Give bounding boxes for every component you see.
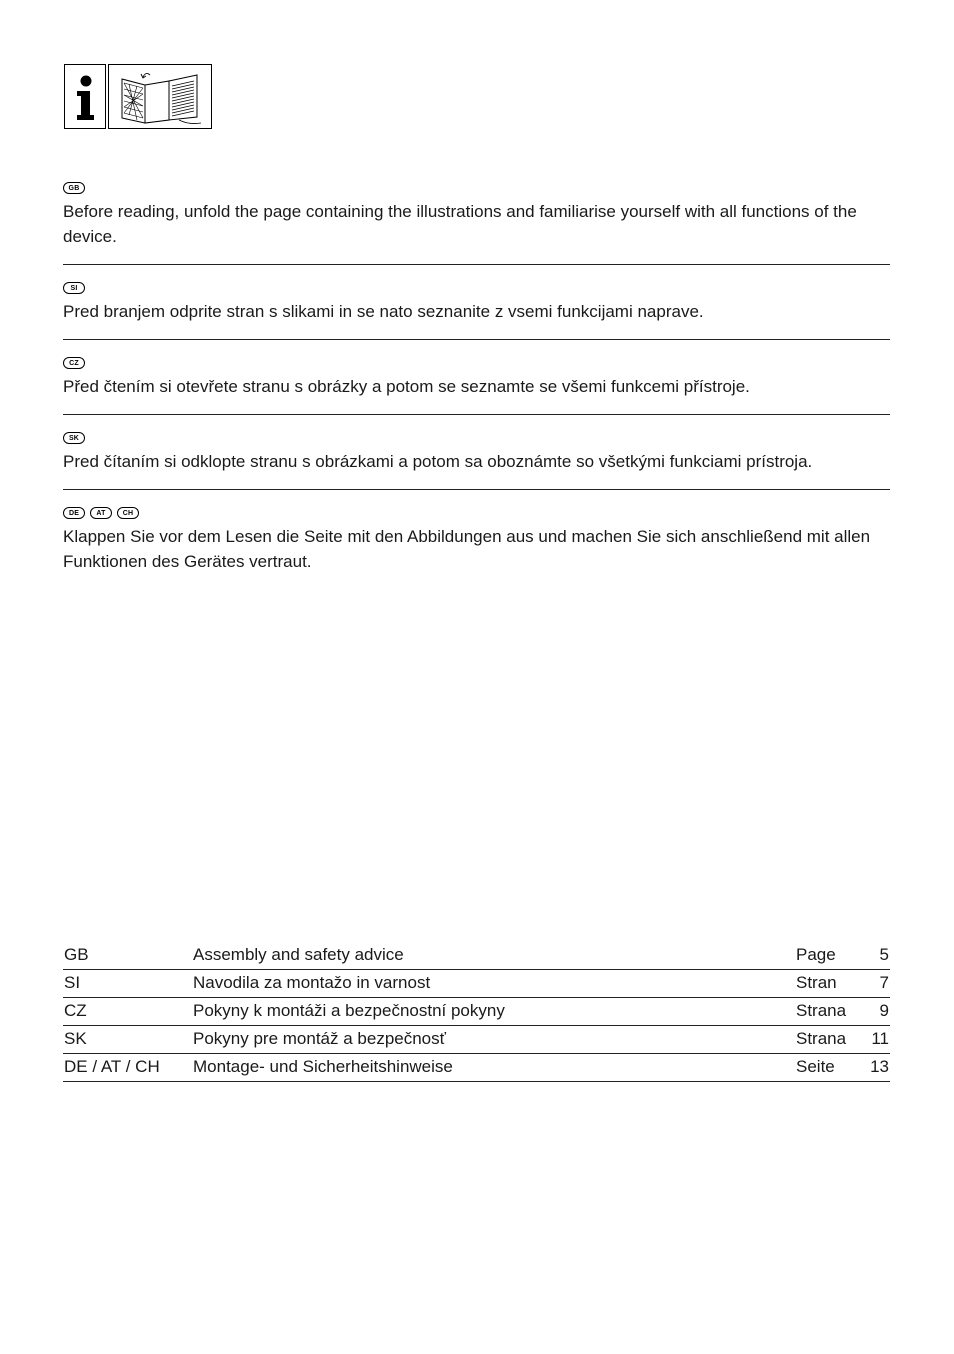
toc-page-number: 11 <box>871 1029 889 1048</box>
divider <box>63 414 890 415</box>
language-badge-de: DE <box>63 507 85 519</box>
language-badge-ch: CH <box>117 507 139 519</box>
language-badges <box>63 505 890 521</box>
language-badges <box>63 280 890 296</box>
intro-text-sk: Pred čítaním si odklopte stranu s obrázkami a potom sa oboznámte so všetkými funkciami prístroja. <box>63 452 813 471</box>
toc-title: Pokyny pre montáž a bezpečnosť <box>193 1029 447 1048</box>
language-badge-at: AT <box>90 507 112 519</box>
toc-title: Pokyny k montáži a bezpečnostní pokyny <box>193 1001 505 1020</box>
section-cz <box>63 355 890 399</box>
toc-page-label: Strana <box>796 1029 847 1048</box>
language-badge-si: SI <box>63 282 85 294</box>
toc-title: Navodila za montažo in varnost <box>193 973 431 992</box>
language-badge-sk: SK <box>63 432 85 444</box>
toc-row-de-at-ch[interactable] <box>63 1054 890 1082</box>
section-sk <box>63 430 890 474</box>
language-badges <box>63 430 890 446</box>
section-si <box>63 280 890 324</box>
table-of-contents <box>63 942 890 1082</box>
toc-page-label: Stran <box>796 973 837 992</box>
language-badges <box>63 355 890 371</box>
toc-row-gb[interactable] <box>63 942 890 970</box>
intro-text-si: Pred branjem odprite stran s slikami in se nato seznanite z vsemi funkcijami naprave. <box>63 302 704 321</box>
language-badge-cz: CZ <box>63 357 85 369</box>
toc-language-code: SK <box>64 1029 87 1048</box>
toc-page-number: 13 <box>870 1057 889 1076</box>
toc-language-code: SI <box>64 973 81 992</box>
divider <box>63 489 890 490</box>
toc-row-si[interactable] <box>63 970 890 998</box>
toc-title: Assembly and safety advice <box>193 945 404 964</box>
section-gb <box>63 180 890 249</box>
toc-title: Montage- und Sicherheitshinweise <box>193 1057 453 1076</box>
unfold-page-icon <box>108 64 212 129</box>
divider <box>63 339 890 340</box>
intro-text-de: Klappen Sie vor dem Lesen die Seite mit den Abbildungen aus und machen Sie sich anschließend mit allen Funktionen des Gerätes vertraut. <box>63 527 871 571</box>
intro-text-gb: Before reading, unfold the page containing the illustrations and familiarise yourself with all functions of the device. <box>63 202 857 246</box>
toc-page-label: Page <box>796 945 836 964</box>
toc-language-code: GB <box>64 945 89 964</box>
section-de-at-ch <box>63 505 890 574</box>
toc-language-code: DE / AT / CH <box>64 1057 160 1076</box>
language-badges <box>63 180 890 196</box>
toc-row-sk[interactable] <box>63 1026 890 1054</box>
toc-page-number: 7 <box>879 973 889 992</box>
toc-page-label: Seite <box>796 1057 835 1076</box>
toc-page-number: 9 <box>879 1001 889 1020</box>
toc-language-code: CZ <box>64 1001 87 1020</box>
toc-page-number: 5 <box>879 945 889 964</box>
intro-text-cz: Před čtením si otevřete stranu s obrázky a potom se seznamte se všemi funkcemi přístroje. <box>63 377 750 396</box>
divider <box>63 264 890 265</box>
toc-page-label: Strana <box>796 1001 847 1020</box>
toc-row-cz[interactable] <box>63 998 890 1026</box>
language-badge-gb: GB <box>63 182 85 194</box>
info-icon <box>64 64 106 129</box>
